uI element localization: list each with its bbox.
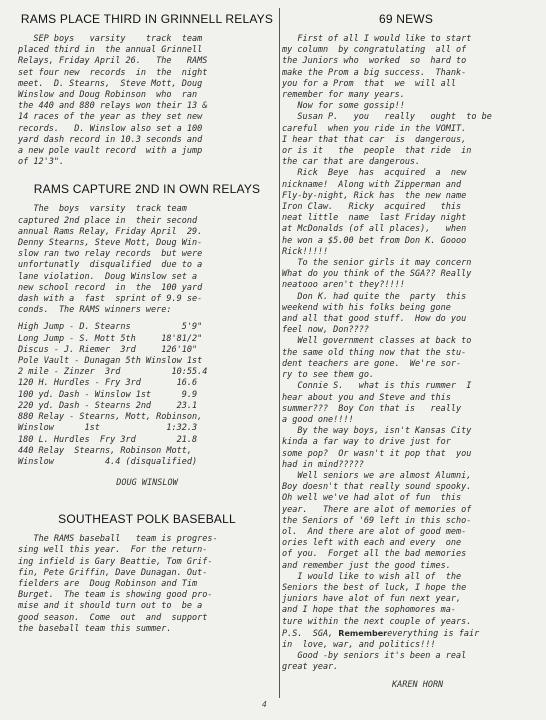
winners-list: High Jump - D. Stearns 5'9" Long Jump - S. Mott 5th 18'81/2" Discus - J. Riemer 3rd 126'10" Pole Vault - Dunagan 5th Winslow 1st 2 mile - Zinzer 3rd 10:55.4 120 H. Hurdles - Fry 3rd 16.6 100 yd. Dash - Winslow 1st 9.9 220 yd. Dash - Stearns 2nd 23.1 880 Relay - Stearns, Mott, Robinson, Winslow 1st 1:32.3 180 L. Hurdles Fry 3rd 21.8 440 Relay Stearns, Robinson Mott, Winslow 4.4 (disqualified) <box>18 322 208 467</box>
article-baseball <box>18 512 276 635</box>
headline-grinnell-relays: RAMS PLACE THIRD IN GRINNELL RELAYS <box>20 12 274 26</box>
article-body: The boys varsity track team captured 2nd place in their second annual Rams Relay, Friday April 29. Denny Stearns, Steve Mott, Doug Win- slow ran two relay records but were unfortunatly disqualified due to a lane violation. Doug Winslow set a new school record in the 100 yard dash with a fast sprint of 9.9 se- conds. The RAMS winners were: <box>18 204 203 316</box>
article-grinnell-relays <box>18 12 276 168</box>
column-divider <box>279 8 280 698</box>
article-body: The RAMS baseball team is progres- sing well this year. For the return- ing infield is Gary Beattie, Tom Grif- fin, Pete Griffin, Dave Dunagan. Out- fielders are Doug Robinson and Tim Burget. The team is showing good pro- mise and it should turn out to be a good season. Come out and support the baseball team this summer. <box>18 534 218 634</box>
headline-69-news: 69 NEWS <box>378 12 434 26</box>
page-number: 4 <box>262 700 267 709</box>
left-column <box>18 12 276 635</box>
news-text-part-2: everything is fair in love, war, and politics!!! Good -by seniors it's been a real great year. <box>282 628 480 673</box>
remember-word: Remember <box>338 628 388 638</box>
byline: KAREN HORN <box>392 679 444 690</box>
news-text-part-1: First of all I would like to start my column by congratulating all of the Juniors who worked so hard to make the Prom a big success. Thank- you for a Prom that we will all remember for many years. Now for some gossip!! Susan P. you really ought to be careful when you ride in the VOMIT. I hear that that car is dangerous, or is it the people that ride in the car that are dangerous. Rick Beye has acquired a new nickname! Along with Zipperman and Fly-by-night, Rick has the new name Iron Claw. Ricky acquired this neat little name last Friday night at McDonalds (of all places), when he won a $5.00 bet from Don K. Goooo Rick!!!!! To the senior girls it may concern What do you think of the SGA?? Really neatooo aren't they?!!!! Don K. had quite the party this weekend with his folks being gone and all that good stuff. How do you feel now, Don???? Well government classes at back to the same old thing now that the stu- dent teachers are gone. We're sor- ry to see them go. Connie S. what is this rummer I hear about you and Steve and this summer??? Boy Con that is really a good one!!!! By the way boys, isn't Kansas City kinda a far way to drive just for some pop? Or wasn't it pop that you had in mind????? Well seniors we are almost Alumni, Boy doesn't that really sound spooky. Oh well we've had alot of fun this year. There are alot of memories of the Seniors of '69 left in this scho- ol. And there are alot of good mem- ories left with each and every one of you. Forget all the bad memories and remember just the good times. I would like to wish all of the Seniors the best of luck, I hope the juniors have alot of fun next year, and I hope that the sophomores ma- ture within the next couple of years. P.S. SGA, <box>282 34 492 639</box>
right-column <box>282 12 530 690</box>
article-body: SEP boys varsity track team placed third in the annual Grinnell Relays, Friday April 26. The RAMS set four new records in the night meet. D. Stearns, Steve Mott, Doug Winslow and Doug Robinson who ran the 440 and 880 relays won their 13 & 14 races of the year as they set new records. D. Winslow also set a 100 yard dash record in 10.3 seconds and a new pole vault record with a jump of 12'3". <box>18 34 208 168</box>
article-own-relays <box>18 182 276 488</box>
news-column-body <box>282 34 530 674</box>
headline-own-relays: RAMS CAPTURE 2ND IN OWN RELAYS <box>33 182 261 197</box>
headline-baseball: SOUTHEAST POLK BASEBALL <box>58 512 236 527</box>
byline: DOUG WINSLOW <box>116 478 178 489</box>
